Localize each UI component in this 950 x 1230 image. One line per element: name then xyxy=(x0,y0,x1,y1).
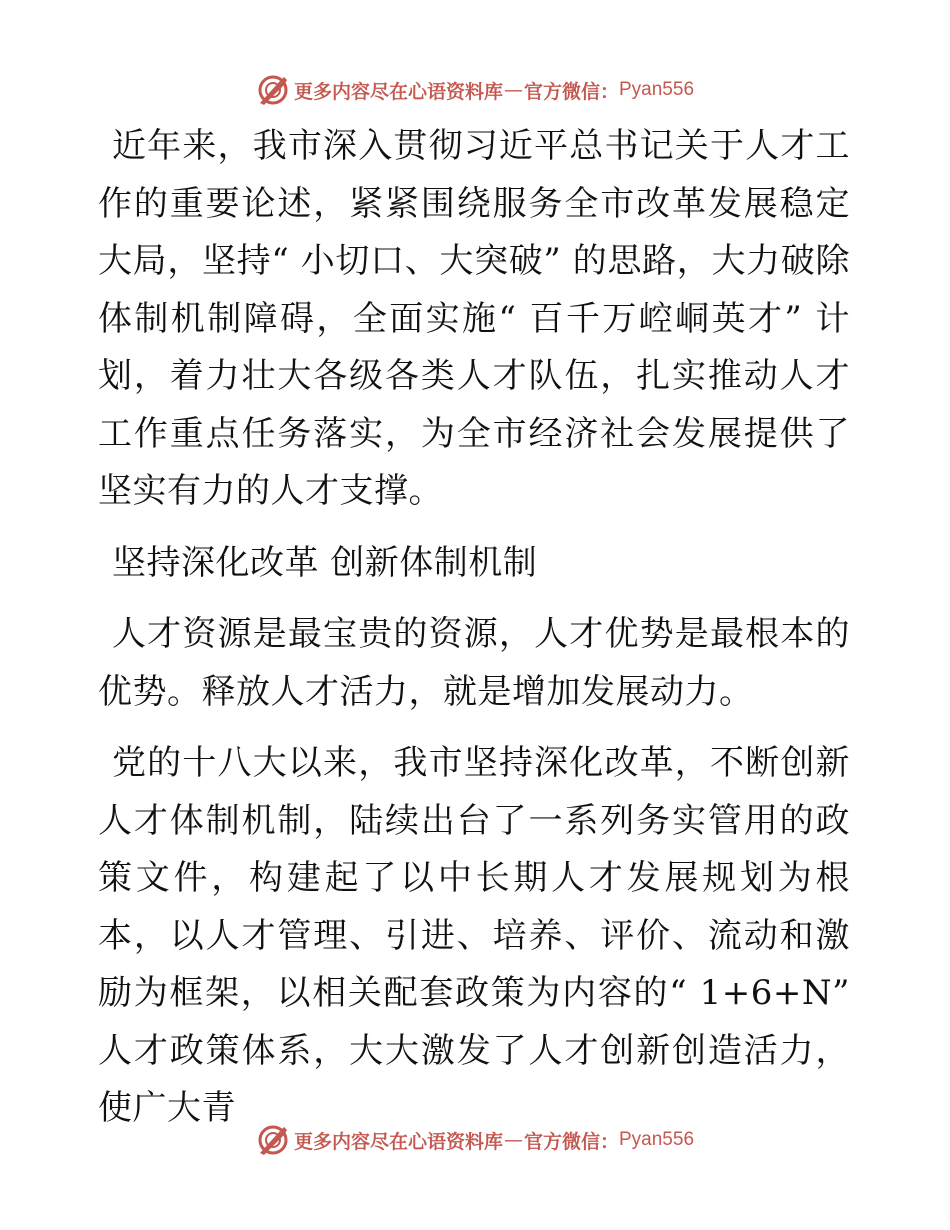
header-watermark xyxy=(0,70,950,110)
document-body xyxy=(98,118,850,1138)
section-heading: 坚持深化改革 创新体制机制 xyxy=(112,542,538,583)
paragraph-reform: 党的十八大以来，我市坚持深化改革，不断创新人才体制机制，陆续出台了一系列务实管用的政策文件，构建起了以中长期人才发展规划为根本，以人才管理、引进、培养、评价、流动和激励为框架，以相关配套政策为内容的“ 1+6+N” 人才政策体系，大大激发了人才创新创造活力，使广大青 xyxy=(98,743,850,1128)
watermark-account: Pyan556 xyxy=(619,1129,695,1150)
footer-watermark xyxy=(0,1120,950,1160)
pen-logo-icon xyxy=(256,1123,290,1157)
pen-logo-icon xyxy=(256,73,290,107)
watermark-text: 更多内容尽在心语资料库 xyxy=(293,80,503,103)
watermark-separator: — xyxy=(503,1129,523,1151)
watermark-channel: 官方微信： xyxy=(523,1130,619,1153)
paragraph-talent-value: 人才资源是最宝贵的资源，人才优势是最根本的优势。释放人才活力，就是增加发展动力。 xyxy=(98,614,850,712)
watermark-account: Pyan556 xyxy=(619,79,695,100)
watermark-channel: 官方微信： xyxy=(523,80,619,103)
paragraph-intro: 近年来，我市深入贯彻习近平总书记关于人才工作的重要论述，紧紧围绕服务全市改革发展稳定大局，坚持“ 小切口、大突破” 的思路，大力破除体制机制障碍，全面实施“ 百千万崆峒英才” 计划，着力壮大各级各类人才队伍，扎实推动人才工作重点任务落实，为全市经济社会发展提供了坚实有力的人才支撑。 xyxy=(98,126,850,511)
watermark-text: 更多内容尽在心语资料库 xyxy=(293,1130,503,1153)
watermark-separator: — xyxy=(503,79,523,101)
